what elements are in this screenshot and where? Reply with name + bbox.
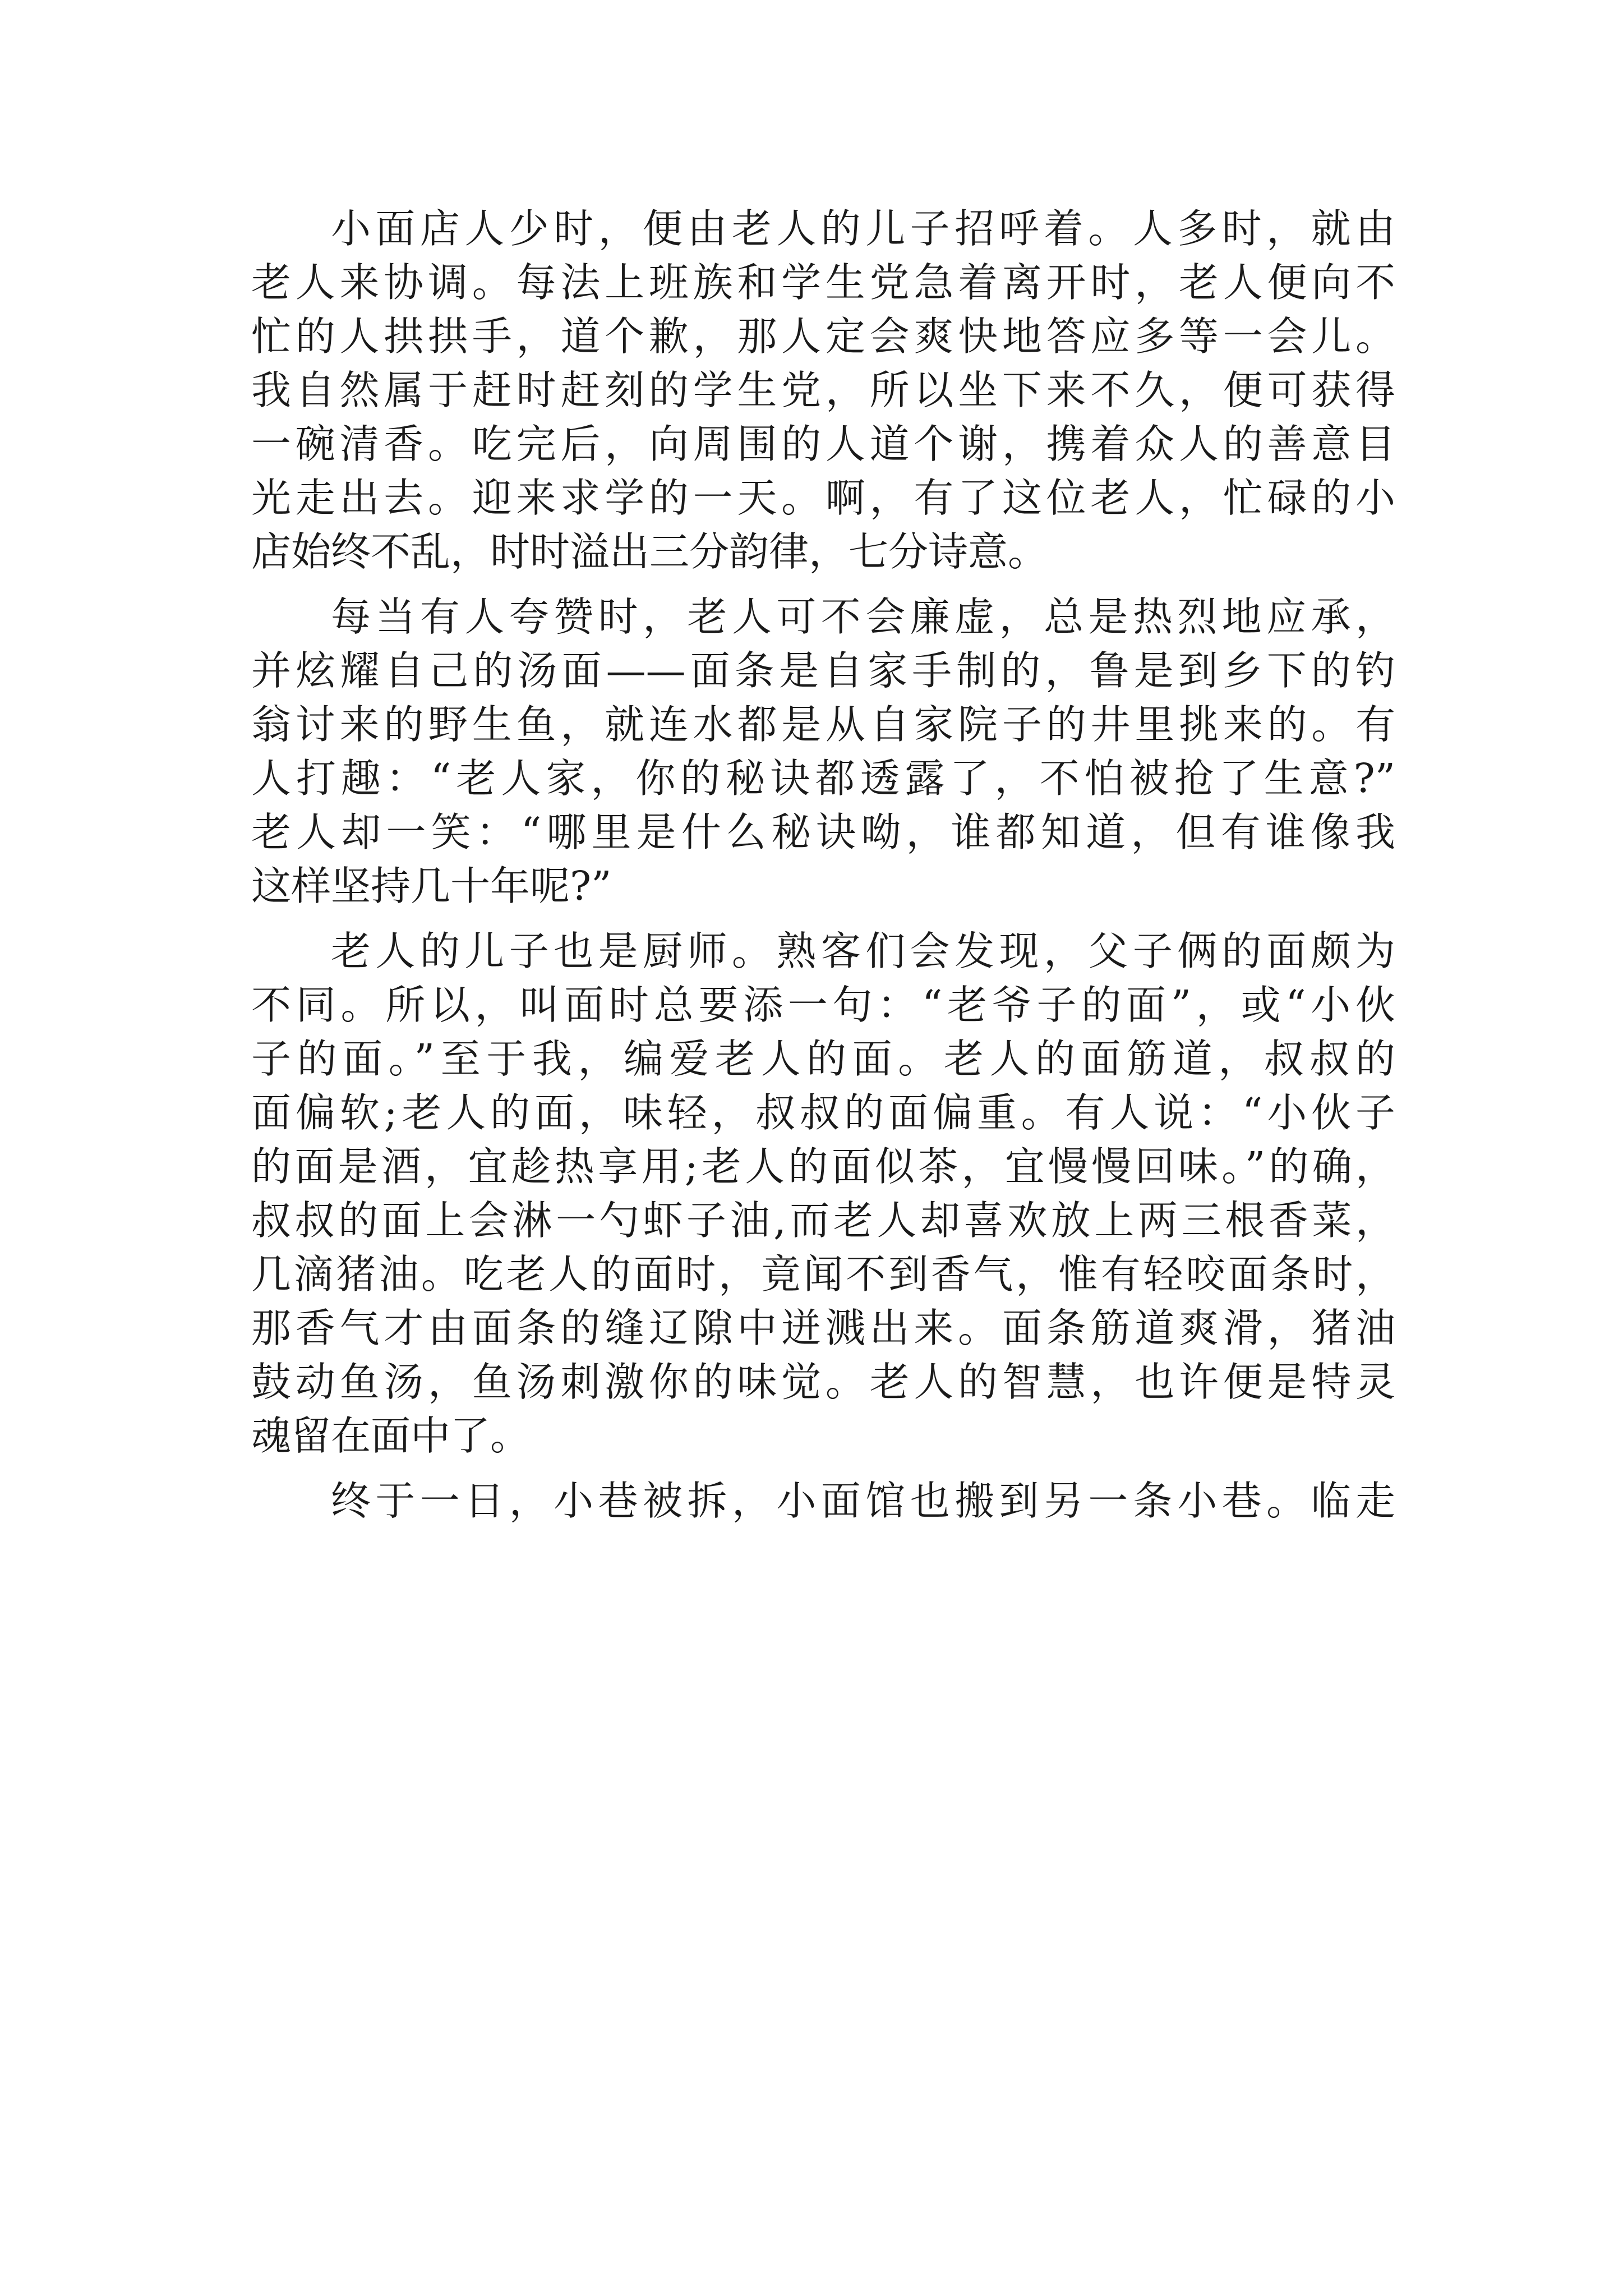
text-line: 子的面。”至于我，编爱老人的面。老人的面筋道，叔叔的 bbox=[251, 1036, 1395, 1082]
document-body bbox=[251, 202, 1395, 1528]
text-line: 每当有人夸赞时，老人可不会廉虚，总是热烈地应承， bbox=[331, 593, 1395, 640]
text-line: 店始终不乱，时时溢出三分韵律，七分诗意。 bbox=[251, 528, 1048, 575]
text-line: 这样坚持几十年呢?” bbox=[251, 863, 612, 909]
text-line: 我自然属于赶时赶刻的学生党，所以坐下来不久，便可获得 bbox=[251, 367, 1395, 413]
text-line: 翁讨来的野生鱼，就连水都是从自家院子的井里挑来的。有 bbox=[251, 701, 1395, 748]
text-line: 那香气才由面条的缝辽隙中迸溅出来。面条筋道爽滑，猪油 bbox=[251, 1305, 1395, 1351]
paragraph bbox=[251, 202, 1395, 579]
text-line: 忙的人拱拱手，道个歉，那人定会爽快地答应多等一会儿。 bbox=[251, 313, 1395, 360]
paragraph bbox=[251, 924, 1395, 1463]
text-line: 老人却一笑：“哪里是什么秘诀呦，谁都知道，但有谁像我 bbox=[251, 809, 1395, 855]
paragraph bbox=[251, 590, 1395, 913]
paragraph bbox=[251, 1474, 1395, 1528]
text-line: 老人的儿子也是厨师。熟客们会发现，父子俩的面颇为 bbox=[331, 928, 1395, 974]
text-line: 小面店人少时，便由老人的儿子招呼着。人多时，就由 bbox=[331, 205, 1395, 252]
text-line: 老人来协调。每法上班族和学生党急着离开时，老人便向不 bbox=[251, 259, 1395, 306]
text-line: 一碗清香。吃完后，向周围的人道个谢，携着众人的善意目 bbox=[251, 421, 1395, 467]
text-line: 人打趣：“老人家，你的秘诀都透露了，不怕被抢了生意?” bbox=[251, 755, 1395, 802]
text-line: 终于一日，小巷被拆，小面馆也搬到另一条小巷。临走 bbox=[331, 1478, 1395, 1524]
text-line: 光走出去。迎来求学的一天。啊，有了这位老人，忙碌的小 bbox=[251, 475, 1395, 521]
text-line: 并炫耀自己的汤面——面条是自家手制的，鲁是到乡下的钓 bbox=[251, 647, 1395, 694]
text-line: 的面是酒，宜趁热享用;老人的面似茶，宜慢慢回味。”的确， bbox=[251, 1143, 1395, 1190]
text-line: 面偏软;老人的面，味轻，叔叔的面偏重。有人说：“小伙子 bbox=[251, 1089, 1395, 1136]
text-line: 不同。所以，叫面时总要添一句：“老爷子的面”，或“小伙 bbox=[251, 982, 1395, 1028]
text-line: 魂留在面中了。 bbox=[251, 1412, 531, 1459]
text-line: 鼓动鱼汤，鱼汤刺激你的味觉。老人的智慧，也许便是特灵 bbox=[251, 1359, 1395, 1405]
text-line: 叔叔的面上会淋一勺虾子油,而老人却喜欢放上两三根香菜， bbox=[251, 1197, 1395, 1244]
text-line: 几滴猪油。吃老人的面时，竟闻不到香气，惟有轻咬面条时， bbox=[251, 1251, 1395, 1297]
